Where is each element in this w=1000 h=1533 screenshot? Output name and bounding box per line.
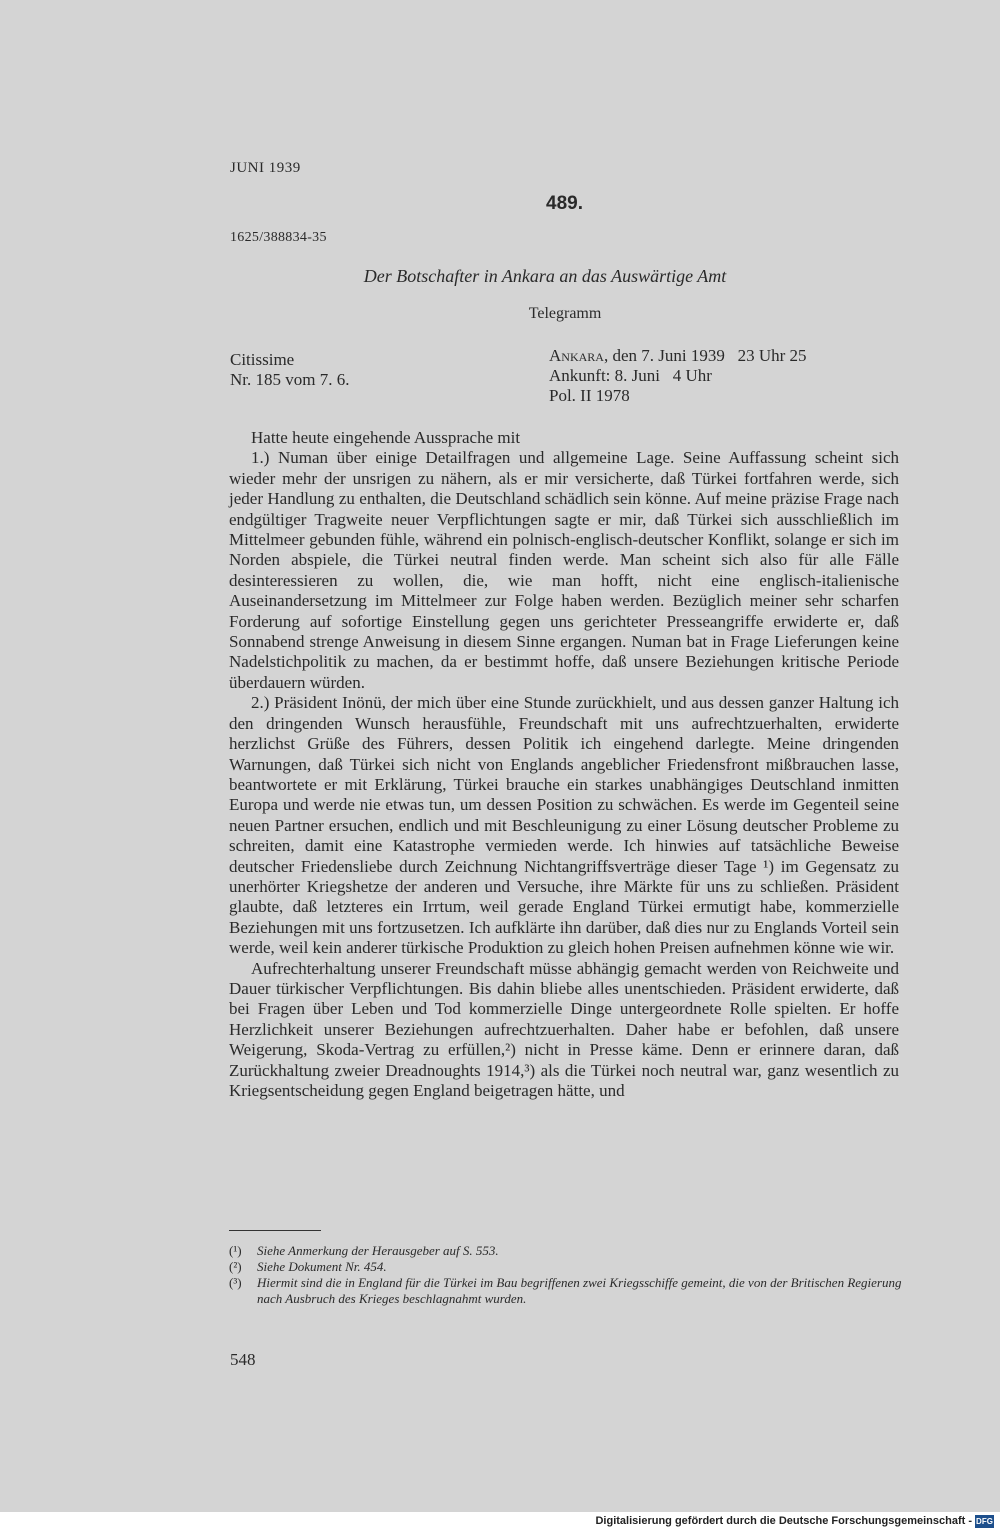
- document-number: 489.: [546, 193, 583, 214]
- body-paragraph: 2.) Präsident Inönü, der mich über eine Stunde zurückhielt, und aus dessen ganzer Haltung ich den dringenden Wunsch herausfühle, Freundschaft mit uns aufrechtzuerhalten, erwiderte herzlichst Grüße des Führers, dessen Politik ich eingehend darlegte. Meine dringenden Warnungen, daß Türkei sich nicht von Englands angeblicher Friedensfront mißbrauchen lasse, beantwortete er mit Erklärung, Türkei brauche ein starkes unabhängiges Deutschland inmitten Europa und werde nie etwas tun, um dessen Position zu schwächen. Es werde im Gegenteil seine neuen Partner ersuchen, endlich und mit Beschleunigung zu einer Lösung deutscher Probleme zu schreiten, damit eine Katastrophe vermieden werde. Ich hinwies auf tatsächliche Beweise deutscher Friedensliebe durch Zeichnung Nichtangriffsverträge dieser Tage ¹) im Gegensatz zu unerhörter Kriegshetze der anderen und Versuche, ihre Märkte für uns zu schließen. Präsident glaubte, daß letzteres ein Irrtum, weil gerade England Türkei ermutigt habe, kommerzielle Beziehungen mit uns fortzusetzen. Ich aufklärte ihn darüber, daß dies nur zu Englands Vorteil sein werde, weil kein anderer türkische Produktion zu gleich hohen Preisen aufnehmen könne wie wir.: [229, 693, 899, 958]
- telegram-number: Nr. 185 vom 7. 6.: [230, 370, 350, 389]
- footnote: [229, 1259, 909, 1275]
- footnote-text: Siehe Anmerkung der Herausgeber auf S. 553.: [257, 1243, 499, 1258]
- dispatch-line: Ankara, den 7. Juni 1939 23 Uhr 25: [549, 346, 807, 365]
- body-text: [229, 428, 899, 1101]
- meta-right: [549, 346, 807, 406]
- footnote-mark: (¹): [229, 1243, 242, 1258]
- footnote-text: Siehe Dokument Nr. 454.: [257, 1259, 387, 1274]
- running-head: JUNI 1939: [230, 160, 301, 176]
- dfg-logo-icon: DFG: [976, 1517, 993, 1526]
- footnote-divider: [229, 1230, 321, 1231]
- footer-credit: Digitalisierung gefördert durch die Deutsche Forschungsgemeinschaft -: [595, 1515, 972, 1527]
- arrival-line: Ankunft: 8. Juni 4 Uhr: [549, 366, 712, 385]
- body-paragraph: 1.) Numan über einige Detailfragen und allgemeine Lage. Seine Auffassung scheint sich wieder mehr der unsrigen zu nähern, als er mir versicherte, daß Türkei fortfahren werde, sich jeder Handlung zu enthalten, die Deutschland schädlich sein könne. Auf meine präzise Frage nach endgültiger Tragweite neuer Verpflichtungen sagte er mir, daß Türkei sich ausschließlich im Mittelmeer gebunden fühle, während ein polnisch-englisch-deutscher Konflikt, solange er sich im Norden abspiele, die Türkei neutral finden werde. Man scheint sich also für alle Fälle desinteressieren zu wollen, die, wie man hofft, nicht eine englisch-italienische Auseinandersetzung im Mittelmeer zur Folge haben werden. Bezüglich meiner sehr scharfen Forderung auf sofortige Einstellung gegen uns gerichteter Presseangriffe erwiderte er, daß Sonnabend strenge Anweisung in diesem Sinne ergangen. Numan bat in Frage Lieferungen keine Nadelstichpolitik zu machen, da er bestimmt hoffe, daß unsere Beziehungen kritische Periode überdauern würden.: [229, 448, 899, 692]
- footnote-text: Hiermit sind die in England für die Türkei im Bau begriffenen zwei Kriegsschiffe gemeint, die von der Britischen Regierung nach Ausbruch des Krieges beschlagnahmt wurden.: [257, 1275, 902, 1306]
- footnote-mark: (³): [229, 1275, 242, 1290]
- footnote: [229, 1243, 909, 1259]
- page-number: 548: [230, 1350, 256, 1369]
- body-paragraph: Hatte heute eingehende Aussprache mit: [251, 428, 521, 447]
- registry-line: Pol. II 1978: [549, 386, 630, 405]
- footnote-mark: (²): [229, 1259, 242, 1274]
- footnotes: [229, 1243, 909, 1307]
- meta-left: [230, 350, 349, 390]
- priority-label: Citissime: [230, 350, 295, 369]
- document-subtitle: Telegramm: [528, 305, 602, 322]
- file-reference: 1625/388834-35: [230, 230, 327, 245]
- document-title: Der Botschafter in Ankara an das Auswärtige Amt: [363, 266, 727, 286]
- body-paragraph: Aufrechterhaltung unserer Freundschaft müsse abhängig gemacht werden von Reichweite und Dauer türkischer Verpflichtungen. Bis dahin bliebe alles unentschieden. Präsident erwiderte, daß bei Fragen über Leben und Tod kommerzielle Dinge untergeordnete Rolle spielten. Er hoffe Herzlichkeit unserer Beziehungen aufrechtzuerhalten. Daher habe er befohlen, daß unsere Weigerung, Skoda-Vertrag zu erfüllen,²) nicht in Presse käme. Denn er erinnere daran, daß Zurückhaltung zweier Dreadnoughts 1914,³) als die Türkei noch neutral war, ganz wesentlich zu Kriegsentscheidung gegen England beigetragen hätte, und: [229, 958, 899, 1100]
- footnote: [229, 1275, 909, 1307]
